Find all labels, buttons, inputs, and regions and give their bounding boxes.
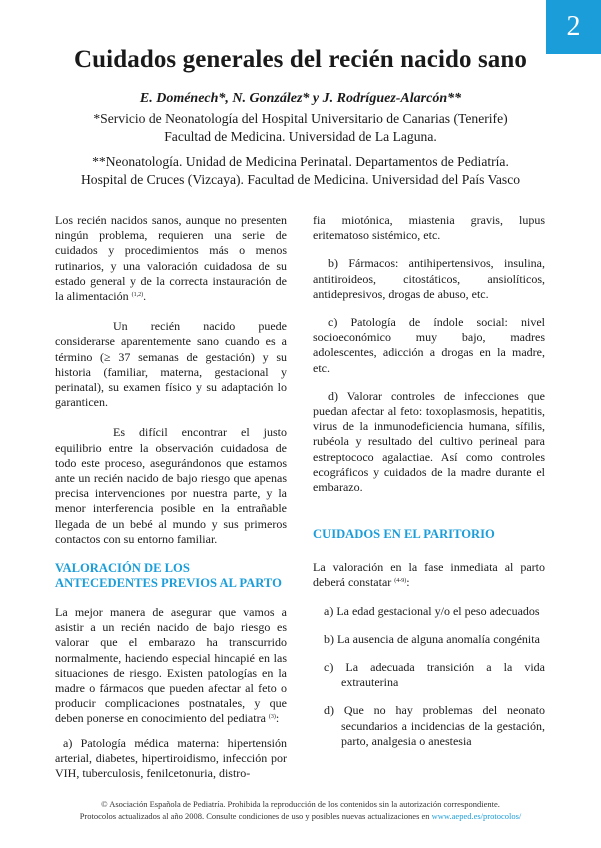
paritorio-intro-reference: (4-9) [394, 578, 407, 585]
intro-reference: (1,2) [131, 292, 144, 299]
section-heading-paritorio: CUIDADOS EN EL PARITORIO [313, 527, 495, 542]
page-footer [0, 798, 601, 822]
affiliation-1-line-1: *Servicio de Neonatología del Hospital Universitario de Canarias (Tenerife) [93, 111, 508, 126]
intro-period: . [143, 289, 147, 304]
page-title: Cuidados generales del recién nacido sano [74, 46, 527, 73]
intro-paragraph [55, 213, 287, 304]
left-column [55, 213, 287, 781]
list-item-a-continued: fia miotónica, miastenia gravis, lupus eritematoso sistémico, etc. [313, 213, 545, 243]
balance-paragraph: Es difícil encontrar el justo equilibrio entre la observación cuidadosa de todo este proceso, asegurándonos que estamos ante un recién nacido de bajo riesgo que apenas precisa intervenciones por nuestra parte, y la menor interferencia posible en la entrañable llegada de un bebé al mundo y sus primeros contactos con su entorno familiar. [55, 425, 287, 546]
affiliation-2 [0, 153, 601, 189]
list-item-d: d) Valorar controles de infecciones que puedan afectar al feto: toxoplasmosis, hepatitis, virus de la inmunodeficiencia humana, sífilis, rubéola y resultado del cultivo perineal para estreptococo agalactiae. Así como controles ecográficos y cuidados de la madre durante el embarazo. [313, 388, 545, 495]
paritorio-intro [313, 560, 545, 590]
paritorio-list-item: c) La adecuada transición a la vida extrauterina [324, 660, 545, 690]
copyright-line: © Asociación Española de Pediatría. Prohibida la reproducción de los contenidos sin la autorización correspondiente. [101, 799, 500, 809]
paritorio-list-item: d) Que no hay problemas del neonato secundarios a incidencias de la gestación, parto, analgesia o anestesia [324, 703, 545, 748]
protocols-line [0, 810, 601, 822]
authors-line: E. Doménech*, N. González* y J. Rodríguez-Alarcón** [139, 91, 462, 106]
healthy-definition-paragraph: Un recién nacido puede considerarse aparentemente sano cuando es a término (≥ 37 semanas de gestación) y su historia (familiar, materna, gestacional y perinatal), su examen físico y su adaptación lo garanticen. [55, 319, 287, 410]
intro-text: Los recién nacidos sanos, aunque no presenten ningún problema, requieren una serie de cuidados y procedimientos más o menos rutinarios, y una valoración cuidadosa de su estado general y de la correcta instauración de la alimentación [55, 213, 287, 304]
list-item-b: b) Fármacos: antihipertensivos, insulina, antitiroideos, citostáticos, ansiolíticos, antidepresivos, drogas de abuso, etc. [313, 256, 545, 301]
paritorio-intro-colon: : [406, 575, 410, 590]
affiliation-2-line-2: Hospital de Cruces (Vizcaya). Facultad de Medicina. Universidad del País Vasco [80, 172, 521, 187]
risk-colon: : [275, 711, 280, 726]
affiliation-1 [0, 110, 601, 146]
protocols-text: Protocolos actualizados al año 2008. Consulte condiciones de uso y posibles nuevas actualizaciones en [79, 811, 430, 821]
right-column [313, 213, 545, 749]
risk-reference: (3) [268, 714, 276, 721]
paritorio-list-item: a) La edad gestacional y/o el peso adecuados [324, 603, 540, 618]
risk-text: La mejor manera de asegurar que vamos a asistir a un recién nacido de bajo riesgo es valorar que el embarazo ha transcurrido normalmente, haciendo especial hincapié en las situaciones de riesgo. Existen patologías en la madre o fármacos que pueden afectar al feto o producir complicaciones postnatales, y que deben ponerse en conocimiento del pediatra [55, 605, 287, 726]
affiliation-2-line-1: **Neonatología. Unidad de Medicina Perinatal. Departamentos de Pediatría. [92, 154, 509, 169]
section-heading-antecedentes: VALORACIÓN DE LOS ANTECEDENTES PREVIOS AL PARTO [55, 561, 282, 591]
paritorio-list [313, 591, 545, 749]
paritorio-list-item: b) La ausencia de alguna anomalía congénita [324, 631, 540, 646]
risk-paragraph [55, 605, 287, 727]
paritorio-intro-text: La valoración en la fase inmediata al parto deberá constatar [313, 560, 545, 590]
list-item-a: a) Patología médica materna: hipertensión arterial, diabetes, hipertiroidismo, infección por VIH, tuberculosis, fenilcetonuria, distro- [55, 735, 287, 781]
list-item-c: c) Patología de índole social: nivel socioeconómico muy bajo, madres adolescentes, adicción a drogas en la madre, etc. [313, 315, 545, 375]
affiliation-1-line-2: Facultad de Medicina. Universidad de La Laguna. [164, 129, 437, 144]
protocols-link[interactable]: www.aeped.es/protocolos/ [431, 811, 522, 821]
chapter-number-badge: 2 [546, 0, 601, 54]
